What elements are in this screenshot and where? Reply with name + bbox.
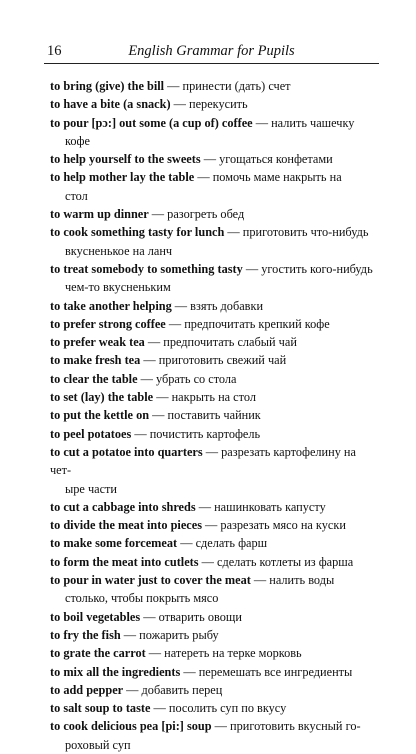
page-header [44,43,379,64]
english-phrase: to pour [pɔ:] out some (a cup of) coffee [50,115,253,130]
english-phrase: to bring (give) the bill [50,79,165,93]
english-phrase: to cut a cabbage into shreds [50,499,196,514]
english-phrase: to help mother lay the table [50,170,195,185]
english-phrase: to clear the table [50,371,138,386]
russian-translation: — приготовить вкусный го- [211,719,361,734]
phrase-entry [50,333,376,351]
russian-translation: — накрыть на стол [153,390,256,405]
translation-continuation: кофе [65,133,90,148]
russian-translation: — предпочитать слабый чай [144,335,297,350]
phrase-entry [50,498,376,516]
english-phrase: to put the kettle on [50,408,150,423]
english-phrase: to cook delicious pea [pi:] soup [50,719,212,734]
phrase-entry [50,297,376,315]
phrase-entry [50,608,376,626]
russian-translation: — перемешать все ингредиенты [180,664,353,679]
russian-translation: — разрезать мясо на куски [201,518,346,533]
russian-translation: — помочь маме накрыть на [194,170,342,185]
phrase-entry [50,150,376,168]
phrase-entry [50,260,376,297]
phrase-entry [50,114,376,151]
russian-translation: — сделать фарш [177,536,268,551]
phrase-entry [50,351,376,369]
russian-translation: — нашинковать капусту [195,499,326,514]
russian-translation: — угостить кого-нибудь [242,261,373,276]
russian-translation: — добавить перец [123,682,223,697]
english-phrase: to divide the meat into pieces [50,518,202,533]
english-phrase: to prefer strong coffee [50,316,166,331]
page-number: 16 [47,43,62,59]
running-title: English Grammar for Pupils [128,43,295,59]
english-phrase: to mix all the ingredients [50,664,181,679]
english-phrase: to make fresh tea [50,353,141,368]
english-phrase: to pour in water just to cover the meat [50,573,251,588]
russian-translation: — разогреть обед [148,207,245,222]
english-phrase: to have a bite (a snack) [50,97,171,112]
phrase-entry [50,315,376,333]
english-phrase: to grate the carrot [50,646,146,661]
russian-translation: — посолить суп по вкусу [150,701,287,716]
english-phrase: to cook something tasty for lunch [50,225,225,240]
russian-translation: — отварить овощи [140,609,242,624]
phrase-entry [50,388,376,406]
phrase-entry [50,95,376,113]
english-phrase: to prefer weak tea [50,335,145,350]
phrase-entry [50,406,376,424]
english-phrase: to cut a potatoe into quarters [50,444,203,459]
english-phrase: to set (lay) the table [50,390,154,405]
russian-translation: — разрезать картофелину на чет- [50,444,356,478]
english-phrase: to make some forcemeat [50,536,178,551]
russian-translation: — принести (дать) счет [164,79,291,93]
translation-continuation: столько, чтобы покрыть мясо [65,591,219,606]
english-phrase: to form the meat into cutlets [50,554,199,569]
phrase-entry [50,77,376,95]
translation-continuation: вкусненькое на ланч [65,243,173,258]
phrase-entry [50,534,376,552]
english-phrase: to add pepper [50,682,124,697]
russian-translation: — натереть на терке морковь [145,646,302,661]
russian-translation: — пожарить рыбу [120,627,219,642]
russian-translation: — угощаться конфетами [200,152,333,167]
russian-translation: — поставить чайник [149,408,261,423]
phrase-entry [50,553,376,571]
russian-translation: — убрать со стола [137,371,237,386]
russian-translation: — взять добавки [171,298,264,313]
english-phrase: to treat somebody to something tasty [50,261,243,276]
english-phrase: to boil vegetables [50,609,141,624]
phrase-entry [50,626,376,644]
english-phrase: to warm up dinner [50,207,149,222]
english-phrase: to take another helping [50,298,172,313]
russian-translation: — сделать котлеты из фарша [198,554,354,569]
translation-continuation: чем-то вкусненьким [65,280,171,295]
english-phrase: to peel potatoes [50,426,132,441]
russian-translation: — перекусить [170,97,248,112]
russian-translation: — приготовить свежий чай [140,353,287,368]
phrase-entry [50,168,376,205]
english-phrase: to salt soup to taste [50,701,151,716]
russian-translation: — налить чашечку [252,115,355,130]
english-phrase: to fry the fish [50,627,121,642]
translation-continuation: стол [65,188,88,203]
phrase-entry [50,717,376,754]
russian-translation: — предпочитать крепкий кофе [165,316,330,331]
phrase-entry [50,644,376,662]
russian-translation: — приготовить что-нибудь [224,225,369,240]
phrase-list [50,77,376,754]
russian-translation: — почистить картофель [131,426,261,441]
phrase-entry [50,223,376,260]
translation-continuation: роховый суп [65,737,131,752]
phrase-entry [50,663,376,681]
phrase-entry [50,205,376,223]
phrase-entry [50,681,376,699]
translation-continuation: ыре части [65,481,117,496]
russian-translation: — налить воды [250,573,335,588]
phrase-entry [50,443,376,498]
english-phrase: to help yourself to the sweets [50,152,201,167]
phrase-entry [50,425,376,443]
phrase-entry [50,370,376,388]
phrase-entry [50,516,376,534]
phrase-entry [50,699,376,717]
phrase-entry [50,571,376,608]
